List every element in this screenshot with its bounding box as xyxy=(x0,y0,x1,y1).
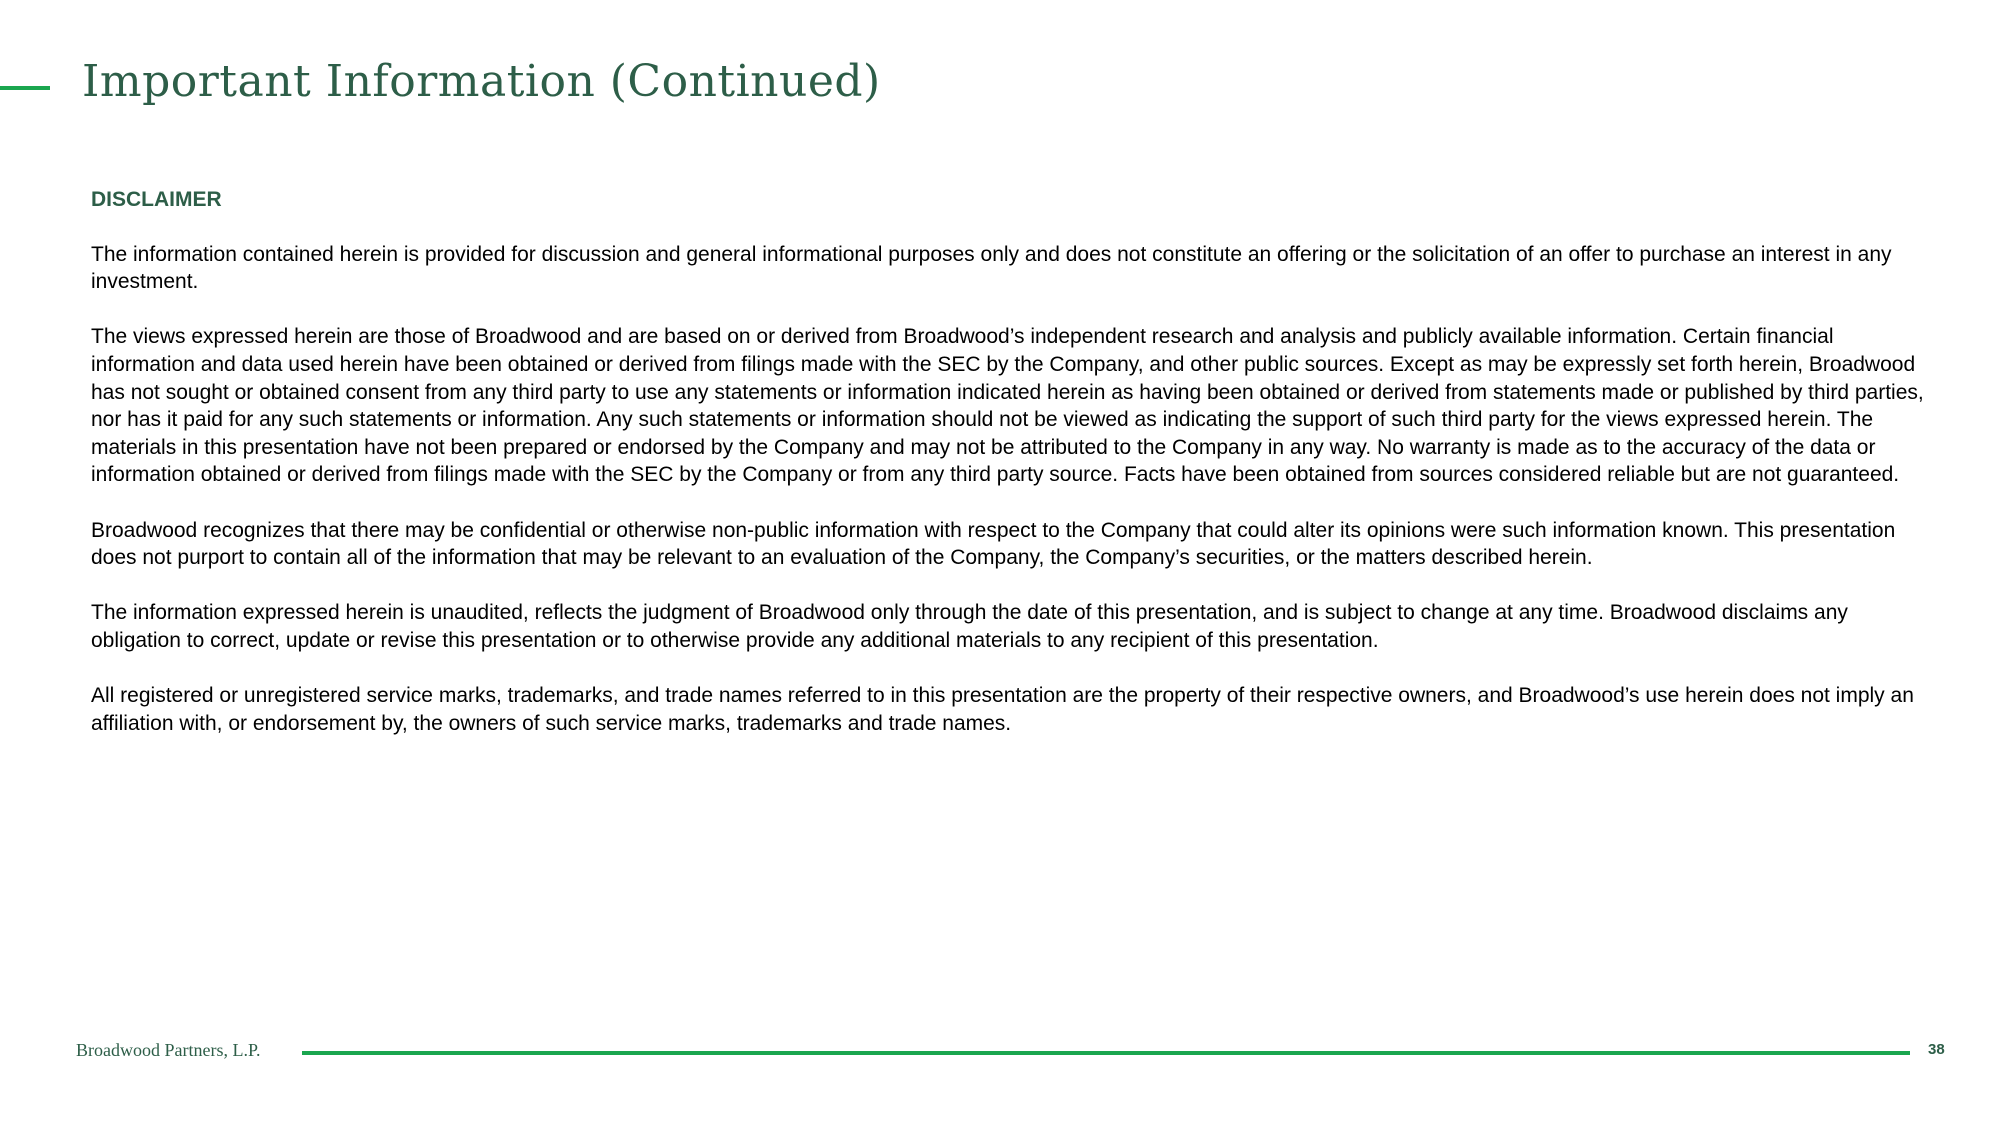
disclaimer-paragraph-4: The information expressed herein is unaudited, reflects the judgment of Broadwood only through the date of this presentation, and is subject to change at any time. Broadwood disclaims any obligation to correct, update or revise this presentation or to otherwise provide any additional materials to any recipient of this presentation. xyxy=(91,601,1848,652)
footer-brand: Broadwood Partners, L.P. xyxy=(76,1040,261,1060)
disclaimer-paragraph-2: The views expressed herein are those of Broadwood and are based on or derived from Broadwood’s independent research and analysis and publicly available information. Certain financial information and data used herein have been obtained or derived from filings made with the SEC by the Company, and other public sources. Except as may be expressly set forth herein, Broadwood has not sought or obtained consent from any third party to use any statements or information indicated herein as having been obtained or derived from statements made or published by third parties, nor has it paid for any such statements or information. Any such statements or information should not be viewed as indicating the support of such third party for the views expressed herein. The materials in this presentation have not been prepared or endorsed by the Company and may not be attributed to the Company in any way. No warranty is made as to the accuracy of the data or information obtained or derived from filings made with the SEC by the Company or from any third party source. Facts have been obtained from sources considered reliable but are not guaranteed. xyxy=(91,325,1924,487)
disclaimer-heading: DISCLAIMER xyxy=(91,188,222,211)
disclaimer-paragraph-3: Broadwood recognizes that there may be confidential or otherwise non-public information with respect to the Company that could alter its opinions were such information known. This presentation does not purport to contain all of the information that may be relevant to an evaluation of the Company, the Company’s securities, or the matters described herein. xyxy=(91,518,1896,570)
disclaimer-paragraph-1: The information contained herein is provided for discussion and general informational purposes only and does not constitute an offering or the solicitation of an offer to purchase an interest in any investment. xyxy=(91,242,1892,294)
title-accent-bar xyxy=(0,86,50,90)
disclaimer-section xyxy=(91,186,1941,765)
footer-divider xyxy=(302,1051,1910,1055)
page-title: Important Information (Continued) xyxy=(82,56,881,107)
disclaimer-paragraph-5: All registered or unregistered service marks, trademarks, and trade names referred to in this presentation are the property of their respective owners, and Broadwood’s use herein does not imply an affiliation with, or endorsement by, the owners of such service marks, trademarks and trade names. xyxy=(91,684,1914,735)
page-number: 38 xyxy=(1928,1041,1945,1058)
